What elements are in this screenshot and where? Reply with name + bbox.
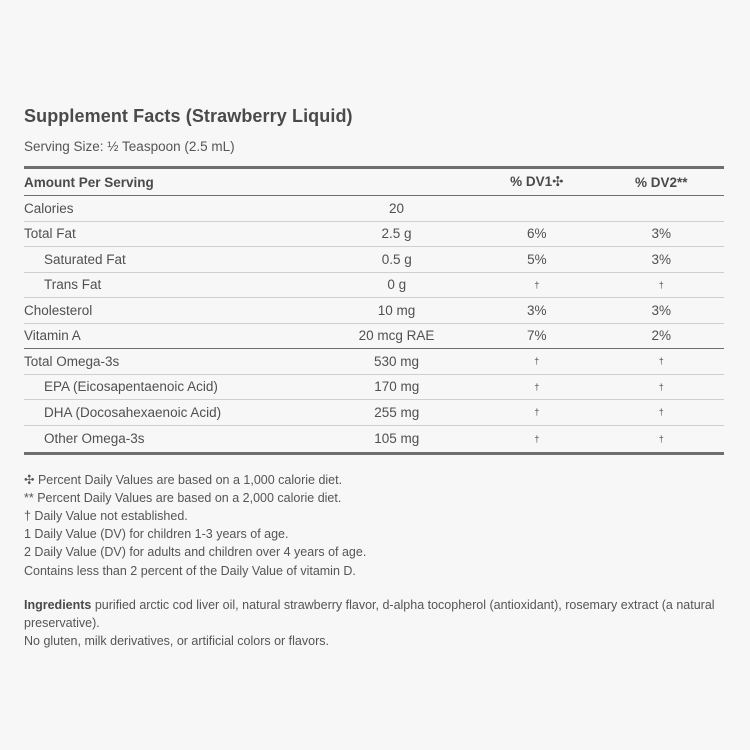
row-dv2: † xyxy=(658,381,664,392)
table-row xyxy=(24,375,724,401)
ingredients-text xyxy=(24,596,724,632)
header-amount-per-serving: Amount Per Serving xyxy=(24,174,154,190)
row-name: Total Omega-3s xyxy=(24,353,120,369)
table-row xyxy=(24,400,724,426)
row-name: Cholesterol xyxy=(24,302,93,318)
row-amount: 105 mg xyxy=(374,431,420,446)
footnote: 2 Daily Value (DV) for adults and children over 4 years of age. xyxy=(24,545,367,560)
table-row xyxy=(24,247,724,273)
row-name: DHA (Docosahexaenoic Acid) xyxy=(44,404,222,420)
row-dv2: 2% xyxy=(651,328,672,344)
row-dv1: 7% xyxy=(526,328,547,344)
row-name: Vitamin A xyxy=(24,328,81,344)
table-row xyxy=(24,324,724,350)
row-dv2: 3% xyxy=(651,226,672,242)
row-amount: 530 mg xyxy=(374,353,420,369)
footnote: ✣ Percent Daily Values are based on a 1,000 calorie diet. xyxy=(24,472,343,487)
table-row xyxy=(24,222,724,248)
table-row xyxy=(24,426,724,452)
table-row xyxy=(24,349,724,375)
ingredients-list: purified arctic cod liver oil, natural strawberry flavor, d-alpha tocopherol (antioxidant), rosemary extract (a natural preservative). xyxy=(24,597,715,630)
row-amount: 0 g xyxy=(387,277,407,293)
row-name: Saturated Fat xyxy=(44,251,126,267)
row-amount: 170 mg xyxy=(374,379,420,395)
footnotes xyxy=(24,471,724,580)
row-dv2: † xyxy=(658,433,664,444)
ingredients-block xyxy=(24,596,724,651)
row-dv1: 5% xyxy=(527,251,547,267)
row-dv2: † xyxy=(658,279,664,290)
row-name: EPA (Eicosapentaenoic Acid) xyxy=(44,379,218,395)
row-amount: 255 mg xyxy=(374,404,420,420)
row-dv2: 3% xyxy=(651,302,672,318)
footnote: Contains less than 2 percent of the Daily Value of vitamin D. xyxy=(24,563,356,578)
table-row xyxy=(24,196,724,222)
row-dv1: † xyxy=(534,433,540,444)
row-dv1: † xyxy=(534,407,540,418)
row-dv1: 3% xyxy=(526,302,547,318)
footnote: 1 Daily Value (DV) for children 1-3 years of age. xyxy=(24,527,289,542)
row-name: Other Omega-3s xyxy=(44,431,145,446)
ingredients-note: No gluten, milk derivatives, or artificial colors or flavors. xyxy=(24,634,329,649)
table-row xyxy=(24,273,724,299)
supplement-facts-table xyxy=(24,166,724,455)
panel-title: Supplement Facts (Strawberry Liquid) xyxy=(24,106,353,126)
row-dv1: † xyxy=(534,279,540,290)
supplement-facts-panel xyxy=(24,104,724,650)
serving-size: Serving Size: ½ Teaspoon (2.5 mL) xyxy=(24,139,235,154)
row-dv1: † xyxy=(534,381,540,392)
row-dv2: † xyxy=(658,356,664,367)
row-dv1: † xyxy=(534,356,540,367)
row-amount: 20 xyxy=(389,200,405,216)
row-name: Calories xyxy=(24,200,74,216)
header-dv1: % DV1✣ xyxy=(510,174,564,189)
ingredients-label: Ingredients xyxy=(24,597,92,612)
footnote: ** Percent Daily Values are based on a 2,000 calorie diet. xyxy=(24,490,342,505)
table-header-row xyxy=(24,169,724,196)
row-dv2: 3% xyxy=(651,251,672,267)
row-amount: 2.5 g xyxy=(381,226,412,242)
table-row xyxy=(24,298,724,324)
row-amount: 10 mg xyxy=(377,302,416,318)
footnote: † Daily Value not established. xyxy=(24,508,188,523)
row-dv1: 6% xyxy=(526,226,547,242)
row-name: Trans Fat xyxy=(44,277,102,293)
row-amount: 0.5 g xyxy=(381,251,412,267)
header-dv2: % DV2** xyxy=(634,174,688,190)
row-dv2: † xyxy=(658,407,664,418)
row-name: Total Fat xyxy=(24,226,76,242)
row-amount: 20 mcg RAE xyxy=(358,328,435,344)
